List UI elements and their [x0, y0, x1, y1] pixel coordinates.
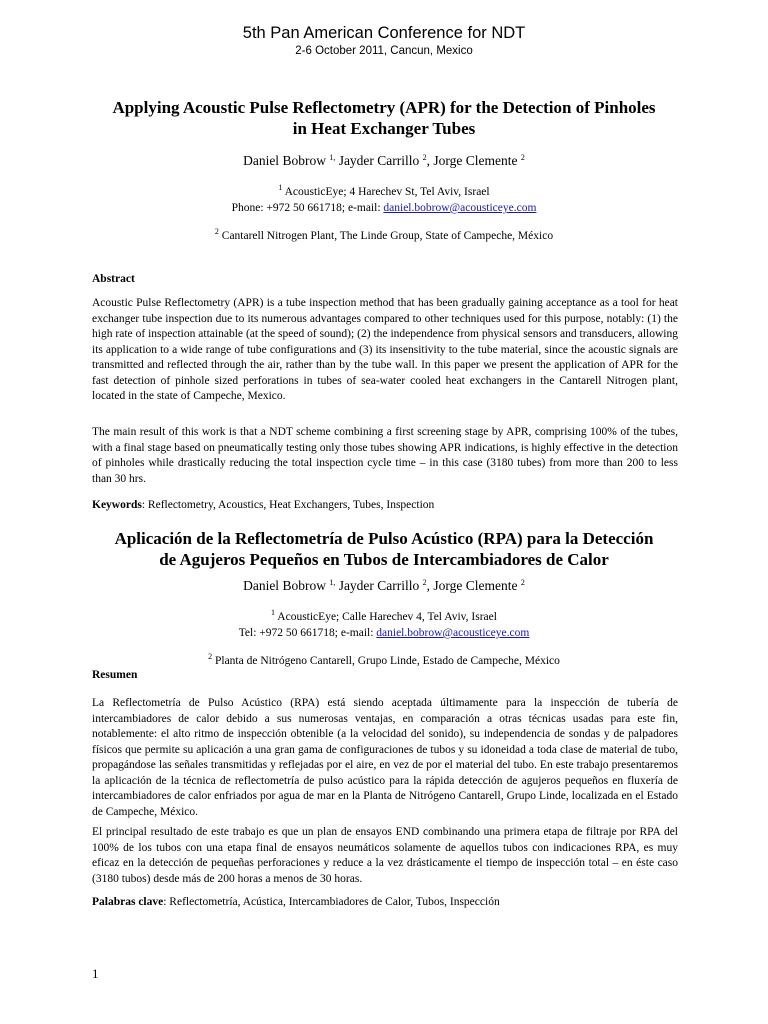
author-name: Jayder Carrillo: [335, 153, 423, 168]
affil-text: Planta de Nitrógeno Cantarell, Grupo Linde, Estado de Campeche, México: [212, 655, 560, 667]
affil-mark: 1: [271, 608, 276, 617]
spanish-title: [70, 528, 698, 570]
english-affiliation-1: [0, 184, 768, 216]
spanish-title-line2: de Agujeros Pequeños en Tubos de Intercambiadores de Calor: [159, 550, 609, 569]
spanish-affiliation-1: [0, 609, 768, 641]
author-affil-mark: 2: [520, 153, 525, 162]
conference-title: 5th Pan American Conference for NDT: [242, 24, 526, 42]
keywords-label: Palabras clave: [92, 896, 164, 908]
paragraph-text: Acoustic Pulse Reflectometry (APR) is a tube inspection method that has been gradually gaining acceptance as a tool for heat exchanger tube inspection due to its numerous advantages compared to other techniques used for this purpose, notably: (1) the high rate of inspection attainable (at the speed of sound); (2) the independence from physical sensors and transducers, allowing its application to a wide range of tube configurations and (3) its insensitivity to the tube material, since the acoustic signals are transmitted and reflected through the air, rather than by the tube wall. In this paper we present the application of APR for the fast detection of pinhole sized perforations in tubes of sea-water cooled heat exchangers in the Cantarell Nitrogen plant, located in the state of Campeche, Mexico.: [92, 297, 678, 402]
abstract-paragraph-1: [92, 296, 678, 405]
abstract-heading: Abstract: [92, 273, 135, 285]
page-number: 1: [92, 966, 99, 981]
english-title: [70, 97, 698, 139]
spanish-authors: [0, 578, 768, 594]
resumen-paragraph-1: [92, 696, 678, 820]
author-name: Daniel Bobrow: [243, 578, 330, 593]
spanish-affiliation-2: [0, 653, 768, 669]
conference-dates: 2-6 October 2011, Cancun, Mexico: [295, 45, 473, 57]
keywords-label: Keywords: [92, 499, 142, 511]
author-affil-mark: 2: [422, 578, 427, 587]
resumen-heading: Resumen: [92, 669, 138, 681]
author-name: Jayder Carrillo: [335, 578, 423, 593]
english-title-line2: in Heat Exchanger Tubes: [292, 119, 476, 138]
email-link[interactable]: daniel.bobrow@acousticeye.com: [376, 627, 530, 639]
resumen-paragraph-2: [92, 825, 678, 887]
email-link[interactable]: daniel.bobrow@acousticeye.com: [383, 202, 537, 214]
author-affil-mark: 1,: [329, 578, 336, 587]
affil-mark: 2: [214, 227, 219, 236]
author-affil-mark: 2: [422, 153, 427, 162]
english-title-line1: Applying Acoustic Pulse Reflectometry (APR) for the Detection of Pinholes: [112, 98, 656, 117]
author-affil-mark: 1,: [329, 153, 336, 162]
author-name: Daniel Bobrow: [243, 153, 330, 168]
affil-text: AcousticEye; 4 Harechev St, Tel Aviv, Israel: [282, 186, 490, 198]
affil-text: Cantarell Nitrogen Plant, The Linde Group, State of Campeche, México: [218, 230, 554, 242]
paragraph-text: El principal resultado de este trabajo es que un plan de ensayos END combinando una primera etapa de filtraje por RPA del 100% de los tubos con una etapa final de ensayos neumáticos solamente de aquellos tubos con indicaciones RPA, es muy eficaz en la detección de pequeñas perforaciones y reduce a la vez drásticamente el tiempo de inspección total – en éste caso (3180 tubos) desde más de 200 horas a menos de 30 horas.: [92, 826, 678, 885]
paragraph-text: La Reflectometría de Pulso Acústico (RPA) está siendo aceptada últimamente para la inspección de tubería de intercambiadores de calor debido a sus numerosas ventajas, en comparación a otras técnicas usadas para este fin, notablemente: el alto ritmo de inspección obtenible (a la velocidad del sonido), su independencia de sondas y de palpadores físicos que permite su aplicación a una gran gama de configuraciones de tubos y su idoneidad a toda clase de material de tubo, propagándose las señales transmitidas y reflejadas por el aire, en vez de por el material del tubo. En este trabajo presentaremos la aplicación de la técnica de reflectometría de pulso acústico para la rápida detección de agujeros pequeños en fluxería de intercambiadores de calor enfriados por agua de mar en la Planta de Nitrógeno Cantarell, Grupo Linde, localizada en el Estado de Campeche, México.: [92, 697, 678, 818]
author-name: , Jorge Clemente: [426, 153, 521, 168]
affil-mark: 2: [208, 652, 213, 661]
contact-text: Phone: +972 50 661718; e-mail:: [231, 202, 384, 214]
author-affil-mark: 2: [520, 578, 525, 587]
keywords-list: : Reflectometría, Acústica, Intercambiadores de Calor, Tubos, Inspección: [163, 896, 500, 908]
abstract-paragraph-2: [92, 425, 678, 487]
contact-text: Tel: +972 50 661718; e-mail:: [238, 627, 377, 639]
english-affiliation-2: [0, 228, 768, 244]
spanish-title-line1: Aplicación de la Reflectometría de Pulso Acústico (RPA) para la Detección: [114, 529, 654, 548]
english-authors: [0, 153, 768, 169]
affil-text: AcousticEye; Calle Harechev 4, Tel Aviv, Israel: [275, 611, 497, 623]
author-name: , Jorge Clemente: [426, 578, 521, 593]
paragraph-text: The main result of this work is that a NDT scheme combining a first screening stage by APR, comprising 100% of the tubes, with a final stage based on pneumatically testing only those tubes showing APR indications, is highly effective in the detection of pinholes while drastically reducing the total inspection cycle time – in this case (3180 tubes) from more than 200 to less than 30 hrs.: [92, 426, 678, 485]
keywords-list: : Reflectometry, Acoustics, Heat Exchangers, Tubes, Inspection: [141, 499, 435, 511]
spanish-keywords: [92, 896, 500, 908]
affil-mark: 1: [278, 183, 283, 192]
english-keywords: [92, 499, 434, 511]
